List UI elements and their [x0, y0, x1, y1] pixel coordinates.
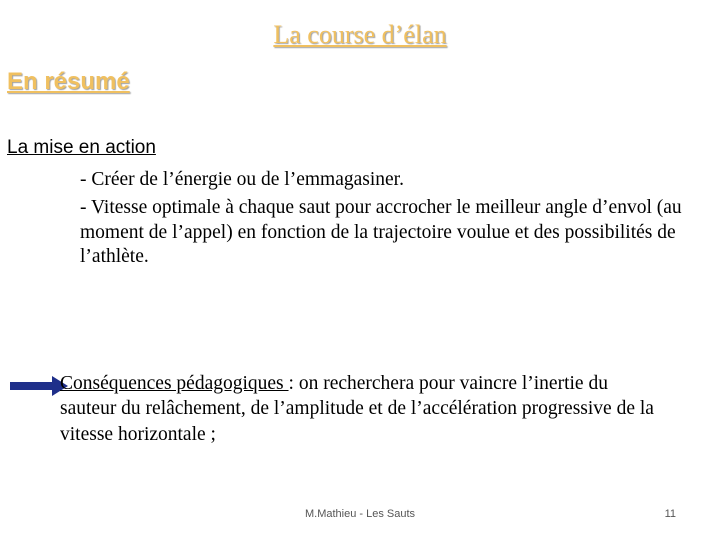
bullet-item: - Vitesse optimale à chaque saut pour accrocher le meilleur angle d’envol (au moment de l’appel) en fonction de la trajectoire voulue et des possibilités de l’athlète. [80, 196, 682, 268]
consequence-label: Conséquences pédagogiques [60, 373, 289, 394]
slide-title: La course d’élan [273, 20, 447, 49]
page-number: 11 [664, 508, 676, 520]
footer-text: M.Mathieu - Les Sauts [304, 508, 416, 520]
bullet-list [80, 168, 712, 273]
section-heading: La mise en action [7, 137, 156, 158]
consequence-text: : on recherchera pour vaincre l’inertie du sauteur du relâchement, de l’amplitude et de l’accélération progressive de la vitesse horizontale ; [60, 373, 654, 445]
slide-subtitle: En résumé [7, 68, 130, 95]
bullet-item: - Créer de l’énergie ou de l’emmagasiner. [80, 169, 404, 190]
consequence-paragraph [60, 371, 660, 447]
